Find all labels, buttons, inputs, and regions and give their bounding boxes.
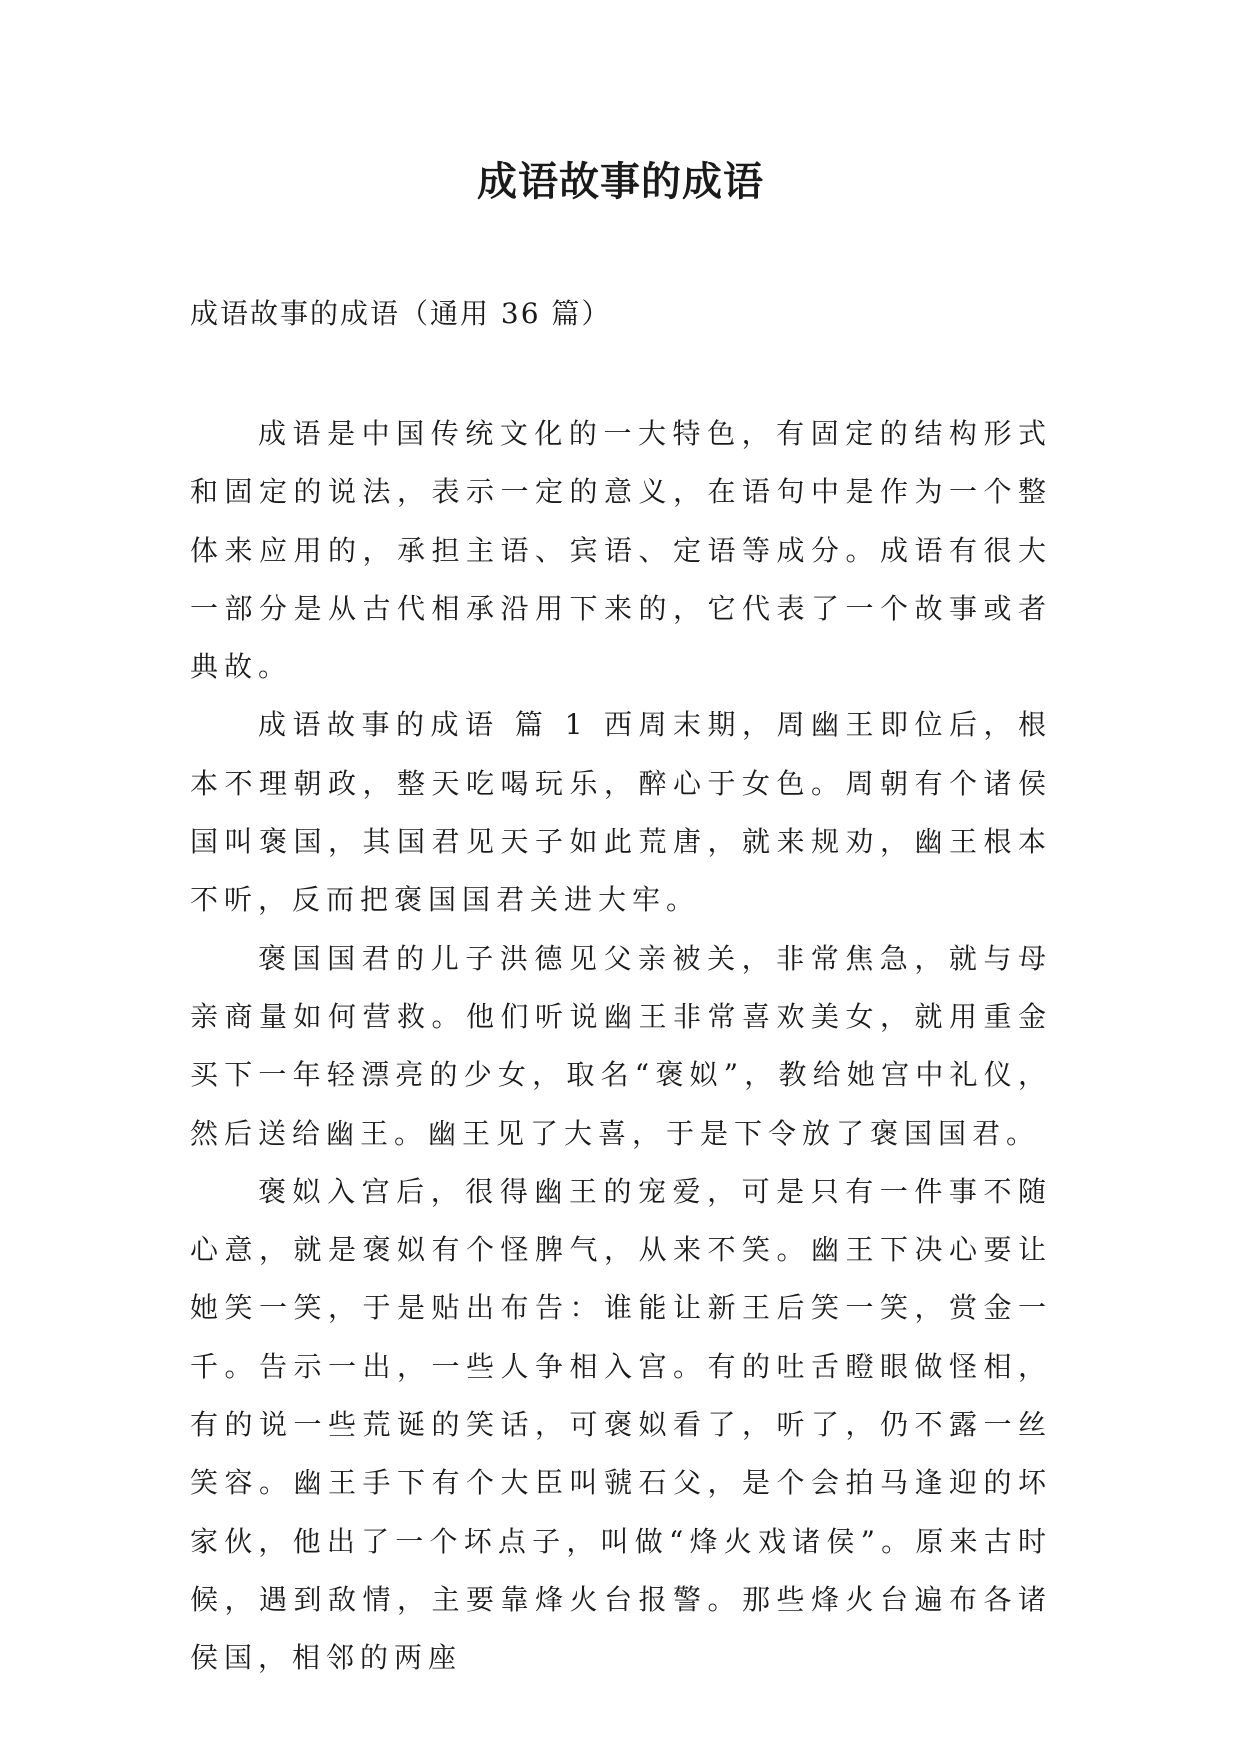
paragraph-story-2: 褒国国君的儿子洪德见父亲被关，非常焦急，就与母亲商量如何营救。他们听说幽王非常喜欢美女，就用重金买下一年轻漂亮的少女，取名“褒姒”，教给她宫中礼仪，然后送给幽王。幽王见了大喜，于是下令放了褒国国君。 xyxy=(190,941,1052,1150)
paragraph-story-3: 褒姒入宫后，很得幽王的宠爱，可是只有一件事不随心意，就是褒姒有个怪脾气，从来不笑。幽王下决心要让她笑一笑，于是贴出布告：谁能让新王后笑一笑，赏金一千。告示一出，一些人争相入宫。有的吐舌瞪眼做怪相，有的说一些荒诞的笑话，可褒姒看了，听了，仍不露一丝笑容。幽王手下有个大臣叫虢石父，是个会拍马逢迎的坏家伙，他出了一个坏点子，叫做“烽火戏诸侯”。原来古时候，遇到敌情，主要靠烽火台报警。那些烽火台遍布各诸侯国，相邻的两座 xyxy=(190,1174,1052,1675)
paragraph-story-1: 成语故事的成语 篇 1 西周末期，周幽王即位后，根本不理朝政，整天吃喝玩乐，醉心于女色。周朝有个诸侯国叫褒国，其国君见天子如此荒唐，就来规劝，幽王根本不听，反而把褒国国君关进大牢。 xyxy=(190,708,1052,917)
document-body xyxy=(190,405,1052,1688)
document-subtitle: 成语故事的成语（通用 36 篇） xyxy=(190,297,612,330)
paragraph-intro: 成语是中国传统文化的一大特色，有固定的结构形式和固定的说法，表示一定的意义，在语句中是作为一个整体来应用的，承担主语、宾语、定语等成分。成语有很大一部分是从古代相承沿用下来的，它代表了一个故事或者典故。 xyxy=(190,417,1052,684)
document-title: 成语故事的成语 xyxy=(477,158,764,205)
